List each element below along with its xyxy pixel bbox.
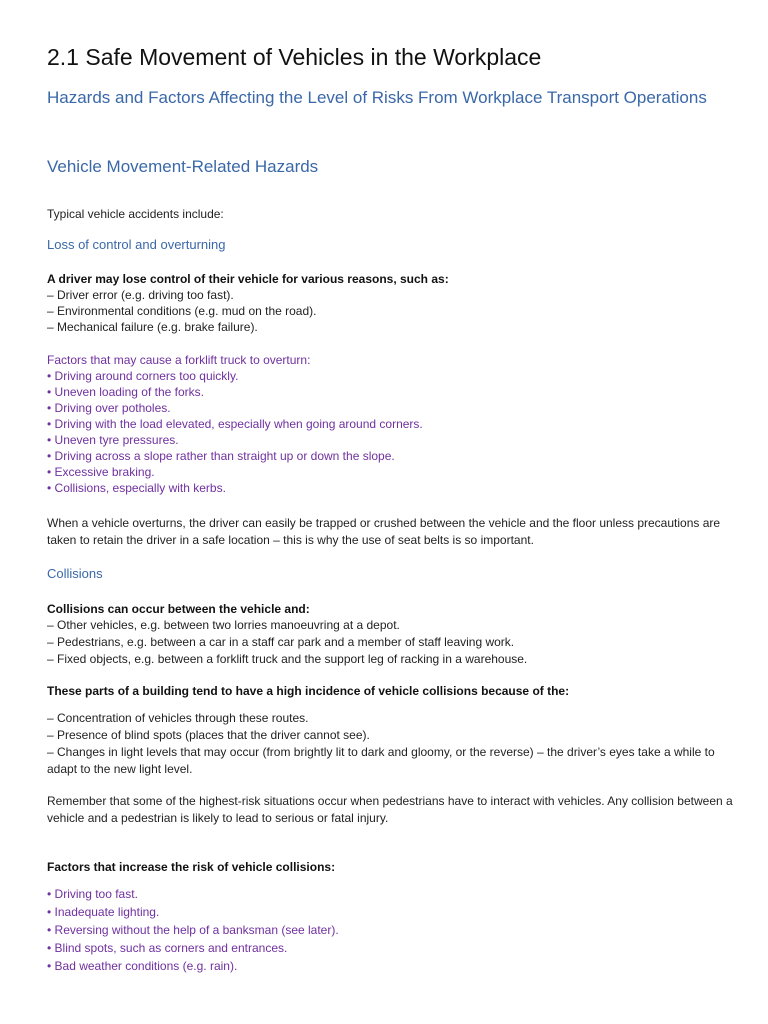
- list-item: • Driving with the load elevated, especially when going around corners.: [47, 417, 423, 431]
- building-lead: These parts of a building tend to have a high incidence of vehicle collisions because of the:: [47, 684, 570, 698]
- section-heading: Vehicle Movement-Related Hazards: [47, 157, 319, 176]
- collisions-block: [47, 601, 527, 668]
- document-subtitle: Hazards and Factors Affecting the Level of Risks From Workplace Transport Operations: [47, 88, 707, 107]
- list-item: – Other vehicles, e.g. between two lorries manoeuvring at a depot.: [47, 618, 400, 632]
- list-item: – Mechanical failure (e.g. brake failure).: [47, 320, 258, 334]
- list-item: – Fixed objects, e.g. between a forklift truck and the support leg of racking in a warehouse.: [47, 652, 528, 666]
- list-item: • Driving around corners too quickly.: [47, 369, 239, 383]
- list-item: • Driving too fast.: [47, 887, 138, 901]
- list-item: • Bad weather conditions (e.g. rain).: [47, 959, 238, 973]
- forklift-lead: Factors that may cause a forklift truck to overturn:: [47, 353, 311, 367]
- page-title: 2.1 Safe Movement of Vehicles in the Workplace: [47, 44, 542, 70]
- list-item: • Blind spots, such as corners and entrances.: [47, 941, 288, 955]
- collisions-heading: Collisions: [47, 566, 103, 581]
- risk-factors-block: [47, 885, 339, 975]
- list-item: • Excessive braking.: [47, 465, 155, 479]
- list-item: • Uneven loading of the forks.: [47, 385, 204, 399]
- intro-text: Typical vehicle accidents include:: [47, 207, 224, 221]
- list-item: – Concentration of vehicles through these routes.: [47, 711, 309, 725]
- loss-of-control-block: [47, 271, 449, 335]
- list-item: • Reversing without the help of a banksman (see later).: [47, 923, 339, 937]
- list-item: – Presence of blind spots (places that the driver cannot see).: [47, 728, 370, 742]
- building-block: [47, 710, 737, 778]
- overturn-paragraph: When a vehicle overturns, the driver can easily be trapped or crushed between the vehicle and the floor unless precautions are taken to retain the driver in a safe location – this is why the use of seat belts is so important.: [47, 516, 721, 547]
- forklift-block: [47, 352, 423, 496]
- list-item: • Driving over potholes.: [47, 401, 171, 415]
- list-item: • Driving across a slope rather than straight up or down the slope.: [47, 449, 395, 463]
- remember-paragraph: Remember that some of the highest-risk situations occur when pedestrians have to interact with vehicles. Any collision between a vehicle and a pedestrian is likely to lead to serious or fatal injury.: [47, 794, 733, 825]
- list-item: • Collisions, especially with kerbs.: [47, 481, 226, 495]
- list-item: • Uneven tyre pressures.: [47, 433, 179, 447]
- risk-factors-lead: Factors that increase the risk of vehicle collisions:: [47, 860, 336, 874]
- loss-of-control-lead: A driver may lose control of their vehicle for various reasons, such as:: [47, 272, 449, 286]
- list-item: – Environmental conditions (e.g. mud on the road).: [47, 304, 317, 318]
- list-item: – Pedestrians, e.g. between a car in a staff car park and a member of staff leaving work.: [47, 635, 515, 649]
- list-item: • Inadequate lighting.: [47, 905, 160, 919]
- list-item: – Driver error (e.g. driving too fast).: [47, 288, 234, 302]
- collisions-lead: Collisions can occur between the vehicle and:: [47, 602, 310, 616]
- list-item: – Changes in light levels that may occur (from brightly lit to dark and gloomy, or the reverse) – the driver’s eyes take a while to adapt to the new light level.: [47, 745, 715, 776]
- loss-of-control-heading: Loss of control and overturning: [47, 237, 226, 252]
